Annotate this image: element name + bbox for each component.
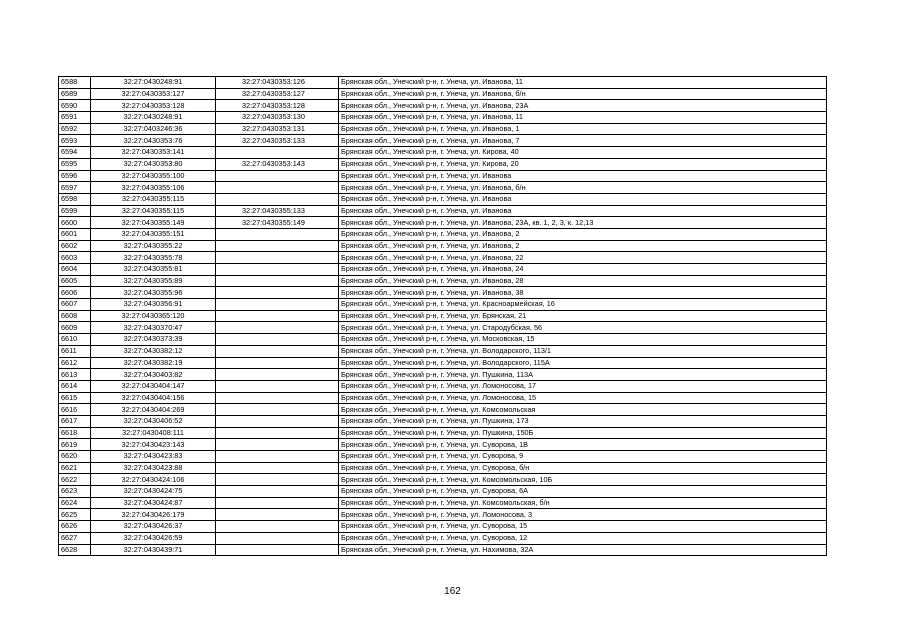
address: Брянская обл., Унечский р-н, г. Унеча, ул. Московская, 15 <box>339 334 827 346</box>
linked-cadastral-number <box>216 310 339 322</box>
table-row <box>59 310 827 322</box>
row-number: 6606 <box>59 287 91 299</box>
cadastral-number: 32:27:0430355:96 <box>91 287 216 299</box>
row-number: 6609 <box>59 322 91 334</box>
row-number: 6625 <box>59 509 91 521</box>
row-number: 6619 <box>59 439 91 451</box>
cadastral-number: 32:27:0430403:82 <box>91 369 216 381</box>
address: Брянская обл., Унечский р-н, г. Унеча, ул. Красноармейская, 16 <box>339 299 827 311</box>
table-row <box>59 100 827 112</box>
linked-cadastral-number: 32:27:0430353:130 <box>216 112 339 124</box>
linked-cadastral-number: 32:27:0430353:133 <box>216 135 339 147</box>
row-number: 6589 <box>59 88 91 100</box>
row-number: 6588 <box>59 77 91 89</box>
linked-cadastral-number: 32:27:0430355:149 <box>216 217 339 229</box>
table-row <box>59 123 827 135</box>
row-number: 6617 <box>59 415 91 427</box>
linked-cadastral-number <box>216 392 339 404</box>
table-row <box>59 299 827 311</box>
linked-cadastral-number <box>216 451 339 463</box>
row-number: 6603 <box>59 252 91 264</box>
table-row <box>59 88 827 100</box>
address: Брянская обл., Унечский р-н, г. Унеча, ул. Пушкина, 150Б <box>339 427 827 439</box>
cadastral-number: 32:27:0430248:91 <box>91 77 216 89</box>
table-row <box>59 217 827 229</box>
address: Брянская обл., Унечский р-н, г. Унеча, ул. Иванова, 38 <box>339 287 827 299</box>
table-row <box>59 112 827 124</box>
linked-cadastral-number <box>216 357 339 369</box>
row-number: 6602 <box>59 240 91 252</box>
address: Брянская обл., Унечский р-н, г. Унеча, ул. Суворова, 1В <box>339 439 827 451</box>
table-row <box>59 170 827 182</box>
address: Брянская обл., Унечский р-н, г. Унеча, ул. Иванова, 1 <box>339 123 827 135</box>
table-row <box>59 415 827 427</box>
address: Брянская обл., Унечский р-н, г. Унеча, ул. Иванова, 28 <box>339 275 827 287</box>
address: Брянская обл., Унечский р-н, г. Унеча, ул. Иванова <box>339 193 827 205</box>
row-number: 6615 <box>59 392 91 404</box>
linked-cadastral-number <box>216 544 339 556</box>
linked-cadastral-number: 32:27:0430353:126 <box>216 77 339 89</box>
linked-cadastral-number <box>216 182 339 194</box>
cadastral-number: 32:27:0430353:80 <box>91 158 216 170</box>
linked-cadastral-number <box>216 299 339 311</box>
table-row <box>59 462 827 474</box>
table-row <box>59 474 827 486</box>
linked-cadastral-number <box>216 497 339 509</box>
cadastral-number: 32:27:0403246:36 <box>91 123 216 135</box>
cadastral-number: 32:27:0430355:151 <box>91 228 216 240</box>
table-row <box>59 193 827 205</box>
cadastral-number: 32:27:0430408:111 <box>91 427 216 439</box>
row-number: 6612 <box>59 357 91 369</box>
cadastral-number: 32:27:0430373:39 <box>91 334 216 346</box>
table-row <box>59 486 827 498</box>
address: Брянская обл., Унечский р-н, г. Унеча, ул. Иванова, 2 <box>339 228 827 240</box>
cadastral-number: 32:27:0430355:106 <box>91 182 216 194</box>
cadastral-number: 32:27:0430439:71 <box>91 544 216 556</box>
row-number: 6613 <box>59 369 91 381</box>
table-row <box>59 544 827 556</box>
table-row <box>59 521 827 533</box>
linked-cadastral-number: 32:27:0430353:128 <box>216 100 339 112</box>
row-number: 6595 <box>59 158 91 170</box>
table-row <box>59 345 827 357</box>
linked-cadastral-number <box>216 474 339 486</box>
cadastral-number: 32:27:0430355:22 <box>91 240 216 252</box>
linked-cadastral-number <box>216 334 339 346</box>
linked-cadastral-number: 32:27:0430353:127 <box>216 88 339 100</box>
address: Брянская обл., Унечский р-н, г. Унеча, ул. Володарского, 115А <box>339 357 827 369</box>
address: Брянская обл., Унечский р-н, г. Унеча, ул. Ломоносова, 3 <box>339 509 827 521</box>
linked-cadastral-number <box>216 193 339 205</box>
linked-cadastral-number <box>216 369 339 381</box>
cadastral-number: 32:27:0430423:143 <box>91 439 216 451</box>
table-row <box>59 135 827 147</box>
row-number: 6627 <box>59 532 91 544</box>
table-row <box>59 240 827 252</box>
row-number: 6621 <box>59 462 91 474</box>
row-number: 6599 <box>59 205 91 217</box>
address: Брянская обл., Унечский р-н, г. Унеча, ул. Суворова, 9 <box>339 451 827 463</box>
row-number: 6618 <box>59 427 91 439</box>
linked-cadastral-number <box>216 415 339 427</box>
row-number: 6596 <box>59 170 91 182</box>
cadastral-number: 32:27:0430404:147 <box>91 380 216 392</box>
cadastral-number: 32:27:0430355:100 <box>91 170 216 182</box>
table-row <box>59 228 827 240</box>
linked-cadastral-number <box>216 252 339 264</box>
cadastral-number: 32:27:0430353:128 <box>91 100 216 112</box>
row-number: 6626 <box>59 521 91 533</box>
address: Брянская обл., Унечский р-н, г. Унеча, ул. Иванова, 24 <box>339 264 827 276</box>
linked-cadastral-number <box>216 345 339 357</box>
cadastral-number: 32:27:0430353:76 <box>91 135 216 147</box>
table-row <box>59 205 827 217</box>
cadastral-number: 32:27:0430423:88 <box>91 462 216 474</box>
linked-cadastral-number <box>216 264 339 276</box>
row-number: 6593 <box>59 135 91 147</box>
address: Брянская обл., Унечский р-н, г. Унеча, ул. Иванова, б/н <box>339 182 827 194</box>
row-number: 6608 <box>59 310 91 322</box>
cadastral-number: 32:27:0430404:269 <box>91 404 216 416</box>
table-row <box>59 509 827 521</box>
table-row <box>59 357 827 369</box>
row-number: 6600 <box>59 217 91 229</box>
table-row <box>59 252 827 264</box>
table-row <box>59 264 827 276</box>
linked-cadastral-number <box>216 170 339 182</box>
linked-cadastral-number <box>216 509 339 521</box>
cadastral-number: 32:27:0430370:47 <box>91 322 216 334</box>
row-number: 6624 <box>59 497 91 509</box>
row-number: 6590 <box>59 100 91 112</box>
table-row <box>59 532 827 544</box>
linked-cadastral-number <box>216 275 339 287</box>
table-row <box>59 322 827 334</box>
address: Брянская обл., Унечский р-н, г. Унеча, ул. Иванова, 11 <box>339 112 827 124</box>
linked-cadastral-number <box>216 462 339 474</box>
cadastral-number: 32:27:0430355:115 <box>91 193 216 205</box>
table-row <box>59 497 827 509</box>
row-number: 6601 <box>59 228 91 240</box>
address: Брянская обл., Унечский р-н, г. Унеча, ул. Пушкина, 173 <box>339 415 827 427</box>
row-number: 6611 <box>59 345 91 357</box>
table-row <box>59 404 827 416</box>
linked-cadastral-number <box>216 380 339 392</box>
linked-cadastral-number <box>216 404 339 416</box>
row-number: 6616 <box>59 404 91 416</box>
cadastral-number: 32:27:0430355:89 <box>91 275 216 287</box>
row-number: 6623 <box>59 486 91 498</box>
address: Брянская обл., Унечский р-н, г. Унеча, ул. Иванова, б/н <box>339 88 827 100</box>
cadastral-number: 32:27:0430355:78 <box>91 252 216 264</box>
cadastral-number: 32:27:0430382:19 <box>91 357 216 369</box>
address: Брянская обл., Унечский р-н, г. Унеча, ул. Брянская, 21 <box>339 310 827 322</box>
table-row <box>59 182 827 194</box>
linked-cadastral-number: 32:27:0430353:143 <box>216 158 339 170</box>
property-table-body <box>59 77 827 556</box>
table-row <box>59 77 827 89</box>
address: Брянская обл., Унечский р-н, г. Унеча, ул. Иванова, 7 <box>339 135 827 147</box>
cadastral-number: 32:27:0430248:91 <box>91 112 216 124</box>
cadastral-number: 32:27:0430355:81 <box>91 264 216 276</box>
address: Брянская обл., Унечский р-н, г. Унеча, ул. Кирова, 40 <box>339 147 827 159</box>
cadastral-number: 32:27:0430424:87 <box>91 497 216 509</box>
linked-cadastral-number <box>216 486 339 498</box>
table-row <box>59 287 827 299</box>
row-number: 6610 <box>59 334 91 346</box>
cadastral-number: 32:27:0430382:12 <box>91 345 216 357</box>
linked-cadastral-number <box>216 439 339 451</box>
cadastral-number: 32:27:0430355:115 <box>91 205 216 217</box>
address: Брянская обл., Унечский р-н, г. Унеча, ул. Володарского, 113/1 <box>339 345 827 357</box>
cadastral-number: 32:27:0430406:52 <box>91 415 216 427</box>
address: Брянская обл., Унечский р-н, г. Унеча, ул. Комсомольская <box>339 404 827 416</box>
table-row <box>59 369 827 381</box>
row-number: 6594 <box>59 147 91 159</box>
address: Брянская обл., Унечский р-н, г. Унеча, ул. Иванова, 11 <box>339 77 827 89</box>
row-number: 6607 <box>59 299 91 311</box>
address: Брянская обл., Унечский р-н, г. Унеча, ул. Иванова, 23А, кв. 1, 2, 3, к. 12,13 <box>339 217 827 229</box>
table-row <box>59 380 827 392</box>
row-number: 6592 <box>59 123 91 135</box>
address: Брянская обл., Унечский р-н, г. Унеча, ул. Иванова, 2 <box>339 240 827 252</box>
linked-cadastral-number: 32:27:0430353:131 <box>216 123 339 135</box>
row-number: 6597 <box>59 182 91 194</box>
table-row <box>59 439 827 451</box>
address: Брянская обл., Унечский р-н, г. Унеча, ул. Комсомольская, б/н <box>339 497 827 509</box>
linked-cadastral-number <box>216 240 339 252</box>
address: Брянская обл., Унечский р-н, г. Унеча, ул. Суворова, 15 <box>339 521 827 533</box>
row-number: 6620 <box>59 451 91 463</box>
row-number: 6591 <box>59 112 91 124</box>
table-row <box>59 275 827 287</box>
address: Брянская обл., Унечский р-н, г. Унеча, ул. Иванова, 23А <box>339 100 827 112</box>
row-number: 6604 <box>59 264 91 276</box>
table-row <box>59 147 827 159</box>
table-row <box>59 158 827 170</box>
address: Брянская обл., Унечский р-н, г. Унеча, ул. Иванова, 22 <box>339 252 827 264</box>
address: Брянская обл., Унечский р-н, г. Унеча, ул. Нахимова, 32А <box>339 544 827 556</box>
linked-cadastral-number <box>216 228 339 240</box>
linked-cadastral-number <box>216 287 339 299</box>
cadastral-number: 32:27:0430426:179 <box>91 509 216 521</box>
cadastral-number: 32:27:0430356:91 <box>91 299 216 311</box>
cadastral-number: 32:27:0430353:141 <box>91 147 216 159</box>
table-row <box>59 451 827 463</box>
cadastral-number: 32:27:0430426:37 <box>91 521 216 533</box>
address: Брянская обл., Унечский р-н, г. Унеча, ул. Суворова, 12 <box>339 532 827 544</box>
cadastral-number: 32:27:0430365:120 <box>91 310 216 322</box>
address: Брянская обл., Унечский р-н, г. Унеча, ул. Кирова, 20 <box>339 158 827 170</box>
row-number: 6598 <box>59 193 91 205</box>
linked-cadastral-number <box>216 532 339 544</box>
address: Брянская обл., Унечский р-н, г. Унеча, ул. Иванова <box>339 205 827 217</box>
row-number: 6622 <box>59 474 91 486</box>
page-number: 162 <box>444 586 461 597</box>
linked-cadastral-number <box>216 427 339 439</box>
linked-cadastral-number <box>216 322 339 334</box>
table-row <box>59 334 827 346</box>
linked-cadastral-number <box>216 521 339 533</box>
address: Брянская обл., Унечский р-н, г. Унеча, ул. Ломоносова, 15 <box>339 392 827 404</box>
cadastral-number: 32:27:0430423:83 <box>91 451 216 463</box>
address: Брянская обл., Унечский р-н, г. Унеча, ул. Комсомольская, 10Б <box>339 474 827 486</box>
cadastral-number: 32:27:0430424:75 <box>91 486 216 498</box>
address: Брянская обл., Унечский р-н, г. Унеча, ул. Ломоносова, 17 <box>339 380 827 392</box>
cadastral-number: 32:27:0430426:59 <box>91 532 216 544</box>
cadastral-number: 32:27:0430424:106 <box>91 474 216 486</box>
linked-cadastral-number <box>216 147 339 159</box>
cadastral-number: 32:27:0430353:127 <box>91 88 216 100</box>
cadastral-number: 32:27:0430404:156 <box>91 392 216 404</box>
linked-cadastral-number: 32:27:0430355:133 <box>216 205 339 217</box>
address: Брянская обл., Унечский р-н, г. Унеча, ул. Суворова, б/н <box>339 462 827 474</box>
row-number: 6605 <box>59 275 91 287</box>
address: Брянская обл., Унечский р-н, г. Унеча, ул. Пушкина, 113А <box>339 369 827 381</box>
table-row <box>59 392 827 404</box>
row-number: 6628 <box>59 544 91 556</box>
address: Брянская обл., Унечский р-н, г. Унеча, ул. Иванова <box>339 170 827 182</box>
address: Брянская обл., Унечский р-н, г. Унеча, ул. Стародубская, 56 <box>339 322 827 334</box>
cadastral-number: 32:27:0430355:149 <box>91 217 216 229</box>
address: Брянская обл., Унечский р-н, г. Унеча, ул. Суворова, 6А <box>339 486 827 498</box>
table-row <box>59 427 827 439</box>
property-table <box>58 76 827 556</box>
row-number: 6614 <box>59 380 91 392</box>
